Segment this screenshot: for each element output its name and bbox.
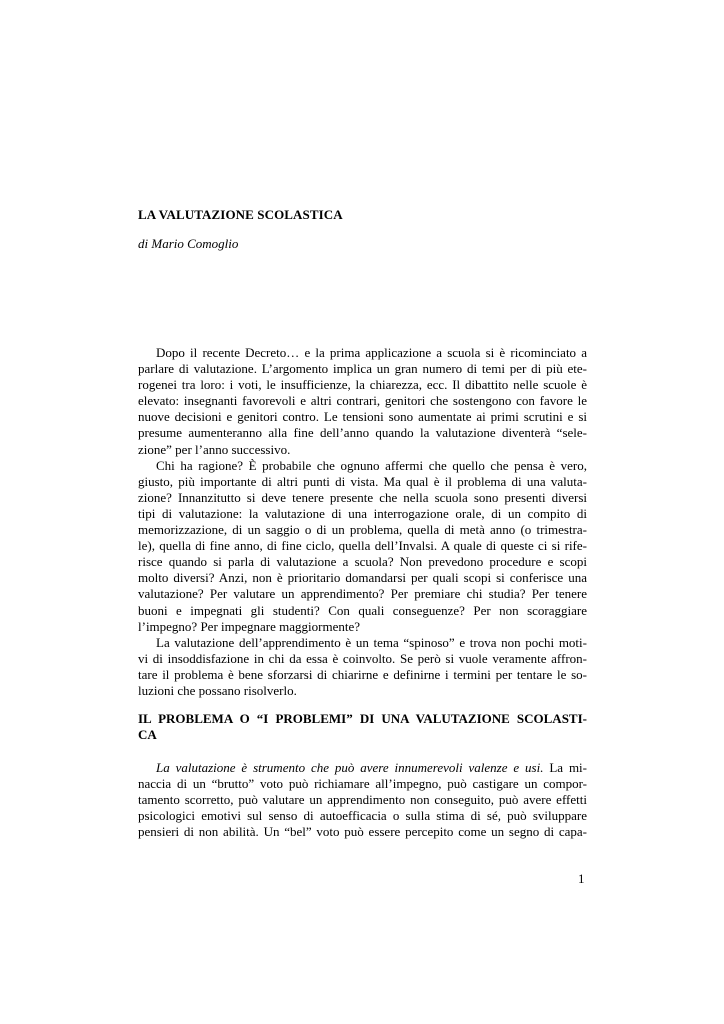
- document-author: di Mario Comoglio: [138, 236, 239, 251]
- text-line: psicologici emotivi sul senso di autoefficacia o sulla stima di sé, può sviluppare: [138, 808, 587, 824]
- text-line: naccia di un “brutto” voto può richiamare all’impegno, può castigare un compor-: [138, 776, 587, 792]
- paragraph-3: [138, 635, 587, 699]
- text-line: pensieri di non abilità. Un “bel” voto può essere percepito come un segno di capa-: [138, 824, 587, 840]
- text-line: La valutazione dell’apprendimento è un tema “spinoso” e trova non pochi moti-: [156, 634, 587, 650]
- text-line: Dopo il recente Decreto… e la prima applicazione a scuola si è ricominciato a: [156, 345, 587, 360]
- text-line: l’impegno? Per impegnare maggiormente?: [138, 618, 361, 634]
- text-line: zione” per l’anno successivo.: [138, 441, 291, 457]
- text-fragment: La mi-: [543, 760, 587, 775]
- text-line: giusto, più importante di altri punti di vista. Ma qual è il problema di una valuta-: [138, 473, 587, 489]
- heading-line: CA: [138, 727, 157, 743]
- text-line: presume aumenteranno alla fine dell’anno quando la valutazione diventerà “sele-: [138, 425, 587, 441]
- italic-phrase: La valutazione è strumento che può avere innumerevoli valenze e usi.: [156, 760, 544, 775]
- paragraph-1: [138, 345, 587, 458]
- paragraph-4: [138, 760, 587, 840]
- text-line: zione? Innanzitutto si deve tenere presente che nella scuola sono presenti diversi: [138, 489, 587, 505]
- text-line: parlare di valutazione. L’argomento implica un gran numero di temi per di più ete-: [138, 361, 587, 377]
- text-line: memorizzazione, di un saggio o di un problema, quella di metà anno (o trimestra-: [138, 522, 587, 538]
- page-number: 1: [578, 871, 585, 886]
- text-line: buoni e impegnati gli studenti? Con quali conseguenze? Per non scoraggiare: [138, 602, 587, 618]
- text-line: elevato: insegnanti favorevoli e altri contrari, genitori che sostengono con favore le: [138, 393, 587, 409]
- text-line: le), quella di fine anno, di fine ciclo, quella dell’Invalsi. A quale di queste ci si rife-: [138, 538, 587, 554]
- document-title: LA VALUTAZIONE SCOLASTICA: [138, 207, 343, 222]
- heading-line: IL PROBLEMA O “I PROBLEMI” DI UNA VALUTAZIONE SCOLASTI-: [138, 711, 587, 726]
- text-line: tare il problema è bene sforzarsi di chiarirne e definirne i termini per tentare le so-: [138, 666, 587, 682]
- text-line: vi di insoddisfazione in chi da essa è coinvolto. Se però si vuole veramente affron-: [138, 650, 587, 666]
- text-line: molto diversi? Anzi, non è prioritario domandarsi per quali scopi si conferisce una: [138, 570, 587, 586]
- paragraph-2: [138, 458, 587, 635]
- text-line: rogenei tra loro: i voti, le insufficienze, la chiarezza, ecc. Il dibattito nelle scuole è: [138, 377, 587, 393]
- text-line: nuove decisioni e genitori contro. Le tensioni sono aumentate ai primi scrutini e si: [138, 409, 587, 425]
- text-line: valutazione? Per valutare un apprendimento? Per premiare chi studia? Per tenere: [138, 586, 587, 602]
- text-line: tamento scorretto, può valutare un apprendimento non conseguito, può avere effetti: [138, 792, 587, 808]
- text-line: Chi ha ragione? È probabile che ognuno affermi che quello che pensa è vero,: [156, 457, 587, 473]
- text-line: tipi di valutazione: la valutazione di una interrogazione orale, di un compito di: [138, 505, 587, 521]
- text-line: [138, 760, 587, 776]
- text-line: risce quando si parla di valutazione a scuola? Non prevedono procedure e scopi: [138, 554, 587, 570]
- section-heading: [138, 711, 587, 743]
- text-line: luzioni che possano risolverlo.: [138, 683, 297, 699]
